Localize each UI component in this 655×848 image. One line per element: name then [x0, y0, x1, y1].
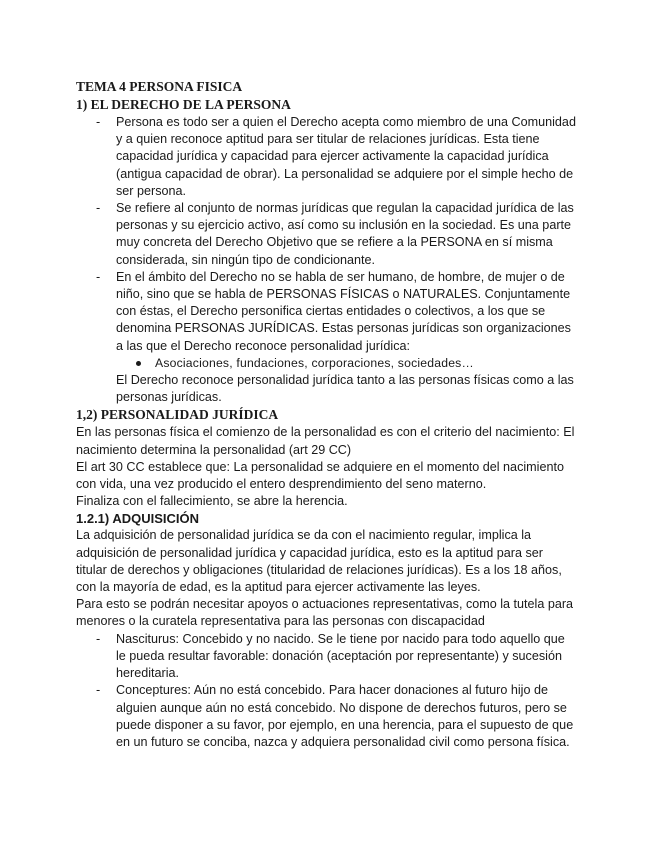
sub-list-item [116, 355, 576, 372]
document-page [76, 78, 576, 751]
dash-bullet: - [96, 115, 101, 129]
list-item-text: Se refiere al conjunto de normas jurídicas que regulan la capacidad jurídica de las personas y su ejercicio activo, así como su inclusión en la sociedad. Es una parte muy concreta del Derecho Objetivo que se refiere a la PERSONA en sí misma considerada, sin ningún tipo de condicionante. [116, 201, 574, 267]
dash-bullet: - [96, 631, 101, 646]
document-title: TEMA 4 PERSONA FISICA [76, 79, 243, 94]
dash-bullet: - [96, 683, 101, 698]
dash-bullet: - [96, 269, 101, 284]
list-item-text: Nasciturus: Concebido y no nacido. Se le tiene por nacido para todo aquello que le pueda resultar favorable: donación (aceptación por representante) y sucesión hereditaria. [116, 631, 565, 681]
paragraph: En las personas física el comienzo de la personalidad es con el criterio del nacimiento: El nacimiento determina la personalidad (art 29 CC) [76, 425, 575, 457]
paragraph: La adquisición de personalidad jurídica se da con el nacimiento regular, implica la adquisición de personalidad jurídica y capacidad jurídica, esto es la aptitud para ser titular de derechos y obligaciones (titularidad de relaciones jurídicas). Es a los 18 años, con la mayoría de edad, es la aptitud para ejercer activamente las leyes. [76, 528, 562, 595]
section-heading-personalidad-juridica: 1,2) PERSONALIDAD JURÍDICA [76, 407, 279, 423]
list-item [76, 631, 576, 683]
section-heading-derecho-persona: 1) EL DERECHO DE LA PERSONA [76, 97, 291, 112]
list-item-text: Persona es todo ser a quien el Derecho acepta como miembro de una Comunidad y a quien reconoce aptitud para ser titular de relaciones jurídicas. Esta tiene capacidad jurídica y capacidad para ejercer activamente la capacidad jurídica (antigua capacidad de obrar). La personalidad se adquiere por el simple hecho de ser persona. [116, 115, 576, 198]
list-item-text: En el ámbito del Derecho no se habla de ser humano, de hombre, de mujer o de niño, sino que se habla de PERSONAS FÍSICAS o NATURALES. Conjuntamente con éstas, el Derecho personifica ciertas entidades o colectivos, a los que se denomina PERSONAS JURÍDICAS. Estas personas jurídicas son organizaciones a las que el Derecho reconoce personalidad jurídica: [116, 269, 571, 353]
paragraph: Para esto se podrán necesitar apoyos o actuaciones representativas, como la tutela para menores o la curatela representativa para las personas con discapacidad [76, 597, 574, 629]
list-item [76, 269, 576, 407]
sub-list [116, 355, 576, 372]
section-heading-adquisicion: 1.2.1) ADQUISICIÓN [76, 511, 200, 527]
list-item [76, 200, 576, 269]
paragraph: El art 30 CC establece que: La personalidad se adquiere en el momento del nacimiento con vida, una vez producido el entero desprendimiento del seno materno. [76, 459, 564, 492]
paragraph: Finaliza con el fallecimiento, se abre la herencia. [76, 494, 348, 509]
list-item-continuation: El Derecho reconoce personalidad jurídica tanto a las personas físicas como a las personas jurídicas. [116, 373, 574, 405]
list-item-text: Conceptures: Aún no está concebido. Para hacer donaciones al futuro hijo de alguien aunque aún no está concebido. No dispone de derechos futuros, pero se puede disponer a su favor, por ejemplo, en una herencia, para el supuesto de que en un futuro se conciba, nazca y adquiera personalidad civil como persona física. [116, 683, 574, 749]
section1-list [76, 114, 576, 406]
list-item [76, 114, 576, 200]
section3-list [76, 631, 576, 751]
dot-bullet [136, 361, 141, 366]
list-item [76, 682, 576, 751]
sub-list-item-text: Asociaciones, fundaciones, corporaciones, sociedades… [155, 355, 474, 370]
dash-bullet: - [96, 201, 101, 216]
